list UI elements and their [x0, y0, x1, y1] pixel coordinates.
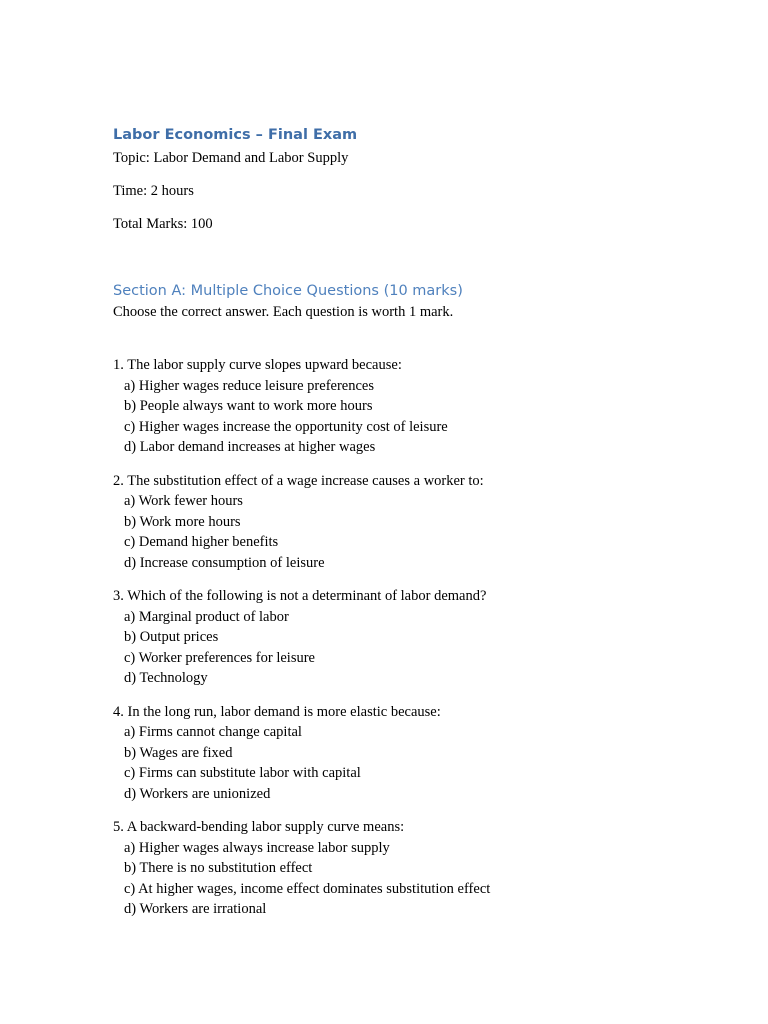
answer-option-c: c) Demand higher benefits [124, 534, 279, 550]
question-stem: 3. Which of the following is not a determinant of labor demand? [113, 588, 487, 604]
section-a-heading: Section A: Multiple Choice Questions (10 marks) [113, 283, 463, 299]
answer-option-d: d) Workers are unionized [124, 785, 271, 802]
question-stem: 2. The substitution effect of a wage increase causes a worker to: [113, 472, 484, 489]
answer-option-d: d) Technology [124, 670, 208, 686]
answer-option-a: a) Marginal product of labor [124, 608, 289, 625]
answer-option-b: b) People always want to work more hours [124, 398, 373, 414]
answer-option-a: a) Firms cannot change capital [124, 724, 302, 740]
answer-option-c: c) Worker preferences for leisure [124, 649, 315, 666]
answer-option-c: c) Higher wages increase the opportunity cost of leisure [124, 418, 448, 435]
question-4 [113, 702, 713, 805]
question-list [113, 355, 713, 920]
answer-option-a: a) Higher wages reduce leisure preferences [124, 377, 374, 394]
document-title: Labor Economics – Final Exam [113, 127, 358, 143]
answer-option-d: d) Workers are irrational [124, 901, 267, 917]
answer-option-b: b) Output prices [124, 629, 219, 645]
answer-option-b: b) Wages are fixed [124, 744, 233, 761]
question-2 [113, 471, 713, 574]
question-stem: 4. In the long run, labor demand is more elastic because: [113, 703, 441, 720]
answer-option-b: b) Work more hours [124, 513, 241, 530]
question-5 [113, 817, 713, 920]
question-stem: 1. The labor supply curve slopes upward because: [113, 357, 402, 373]
answer-option-b: b) There is no substitution effect [124, 860, 313, 876]
answer-option-d: d) Labor demand increases at higher wages [124, 439, 376, 455]
answer-option-c: c) At higher wages, income effect dominates substitution effect [124, 880, 491, 897]
question-3 [113, 586, 713, 689]
document-body [113, 124, 713, 933]
section-a-instructions: Choose the correct answer. Each question is worth 1 mark. [113, 304, 454, 320]
question-stem: 5. A backward-bending labor supply curve means: [113, 819, 405, 835]
time-line: Time: 2 hours [113, 183, 194, 199]
answer-option-c: c) Firms can substitute labor with capital [124, 765, 361, 781]
question-1 [113, 355, 713, 458]
total-marks-line: Total Marks: 100 [113, 216, 213, 232]
topic-line: Topic: Labor Demand and Labor Supply [113, 150, 349, 166]
answer-option-d: d) Increase consumption of leisure [124, 554, 325, 571]
answer-option-a: a) Work fewer hours [124, 493, 243, 509]
answer-option-a: a) Higher wages always increase labor supply [124, 839, 390, 856]
